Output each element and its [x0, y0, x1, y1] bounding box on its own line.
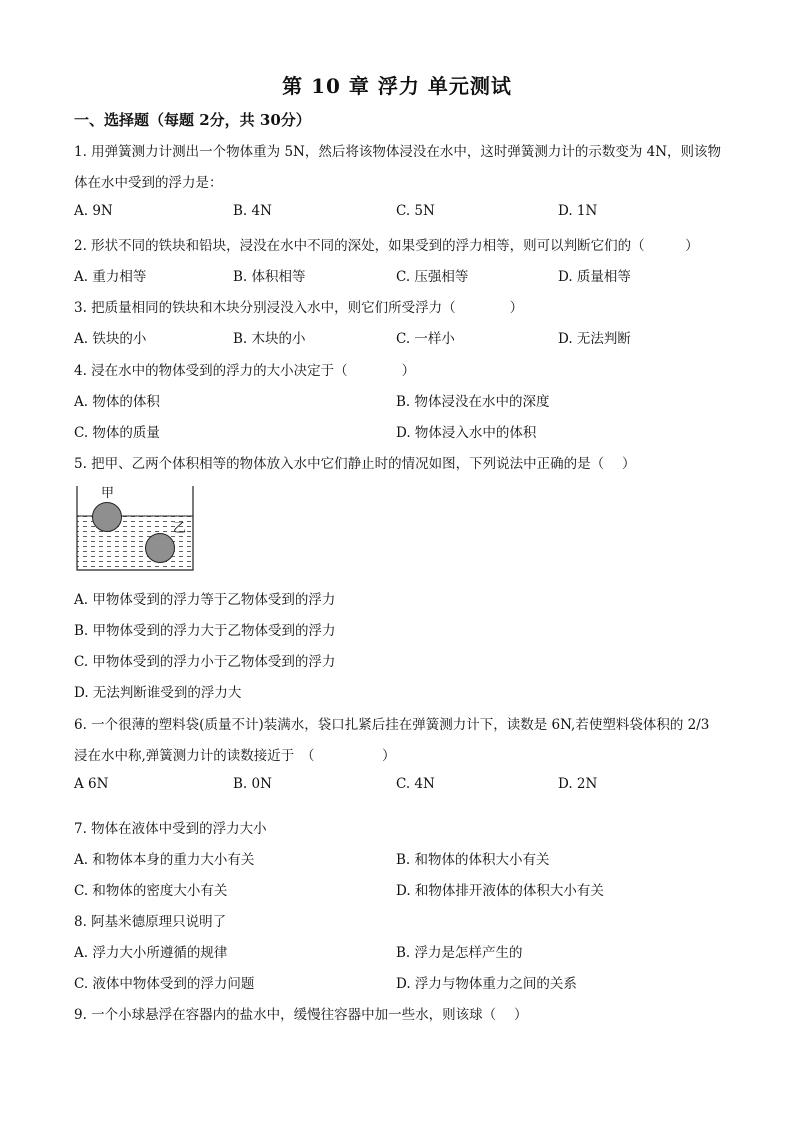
section-heading: 一、选择题（每题 2分，共 30分）: [74, 111, 311, 129]
q3-option-a: A. 铁块的小: [74, 331, 147, 347]
q8-option-a: A. 浮力大小所遵循的规律: [74, 945, 228, 961]
q3-option-d: D. 无法判断: [558, 331, 631, 347]
q2-option-d: D. 质量相等: [558, 269, 631, 285]
q6-option-b: B. 0N: [233, 776, 272, 792]
question-5: 5. 把甲、乙两个体积相等的物体放入水中它们静止时的情况如图，下列说法中正确的是（ ）: [74, 456, 636, 472]
q1-option-d: D. 1N: [558, 203, 598, 219]
floating-objects-diagram: [74, 484, 198, 574]
q1-option-c: C. 5N: [396, 203, 435, 219]
q2-option-a: A. 重力相等: [74, 269, 147, 285]
page-title: 第 10 章 浮力 单元测试: [282, 74, 512, 98]
q4-option-b: B. 物体浸没在水中的深度: [396, 394, 550, 410]
question-7: 7. 物体在液体中受到的浮力大小: [74, 821, 267, 837]
q6-option-c: C. 4N: [396, 776, 435, 792]
q6-option-d: D. 2N: [558, 776, 598, 792]
q1-option-b: B. 4N: [233, 203, 272, 219]
q3-option-b: B. 木块的小: [233, 331, 306, 347]
question-6-line-1: 6. 一个很薄的塑料袋(质量不计)装满水，袋口扎紧后挂在弹簧测力计下，读数是 6N,若使塑料袋体积的 2/3: [74, 717, 710, 733]
q4-option-a: A. 物体的体积: [74, 394, 160, 410]
q8-option-d: D. 浮力与物体重力之间的关系: [396, 976, 577, 992]
label-yi: 乙: [173, 521, 187, 536]
question-4: 4. 浸在水中的物体受到的浮力的大小决定于（ ）: [74, 363, 416, 379]
q4-option-c: C. 物体的质量: [74, 425, 160, 441]
object-yi: [146, 534, 175, 563]
question-9: 9. 一个小球悬浮在容器内的盐水中，缓慢往容器中加一些水，则该球（ ）: [74, 1007, 528, 1023]
question-3: 3. 把质量相同的铁块和木块分别浸没入水中，则它们所受浮力（ ）: [74, 300, 524, 316]
q5-option-a: A. 甲物体受到的浮力等于乙物体受到的浮力: [74, 592, 336, 608]
q6-option-a: A 6N: [74, 776, 109, 792]
q5-option-b: B. 甲物体受到的浮力大于乙物体受到的浮力: [74, 623, 336, 639]
q7-option-d: D. 和物体排开液体的体积大小有关: [396, 883, 604, 899]
question-2: 2. 形状不同的铁块和铅块，浸没在水中不同的深处，如果受到的浮力相等，则可以判断它们的（ ）: [74, 238, 699, 254]
q5-option-d: D. 无法判断谁受到的浮力大: [74, 685, 242, 701]
question-1-line-2: 体在水中受到的浮力是：: [74, 175, 223, 191]
question-1-line-1: 1. 用弹簧测力计测出一个物体重为 5N，然后将该物体浸没在水中，这时弹簧测力计的示数变为 4N，则该物: [74, 144, 722, 160]
q7-option-b: B. 和物体的体积大小有关: [396, 852, 550, 868]
q2-option-c: C. 压强相等: [396, 269, 469, 285]
q2-option-b: B. 体积相等: [233, 269, 306, 285]
q3-option-c: C. 一样小: [396, 331, 455, 347]
q4-option-d: D. 物体浸入水中的体积: [396, 425, 537, 441]
q5-option-c: C. 甲物体受到的浮力小于乙物体受到的浮力: [74, 654, 336, 670]
q8-option-c: C. 液体中物体受到的浮力问题: [74, 976, 255, 992]
q8-option-b: B. 浮力是怎样产生的: [396, 945, 523, 961]
object-jia: [93, 503, 122, 532]
q1-option-a: A. 9N: [74, 203, 113, 219]
q7-option-c: C. 和物体的密度大小有关: [74, 883, 228, 899]
label-jia: 甲: [101, 486, 115, 501]
question-6-line-2: 浸在水中称,弹簧测力计的读数接近于 （ ）: [74, 748, 396, 764]
q7-option-a: A. 和物体本身的重力大小有关: [74, 852, 255, 868]
question-8: 8. 阿基米德原理只说明了: [74, 914, 227, 930]
